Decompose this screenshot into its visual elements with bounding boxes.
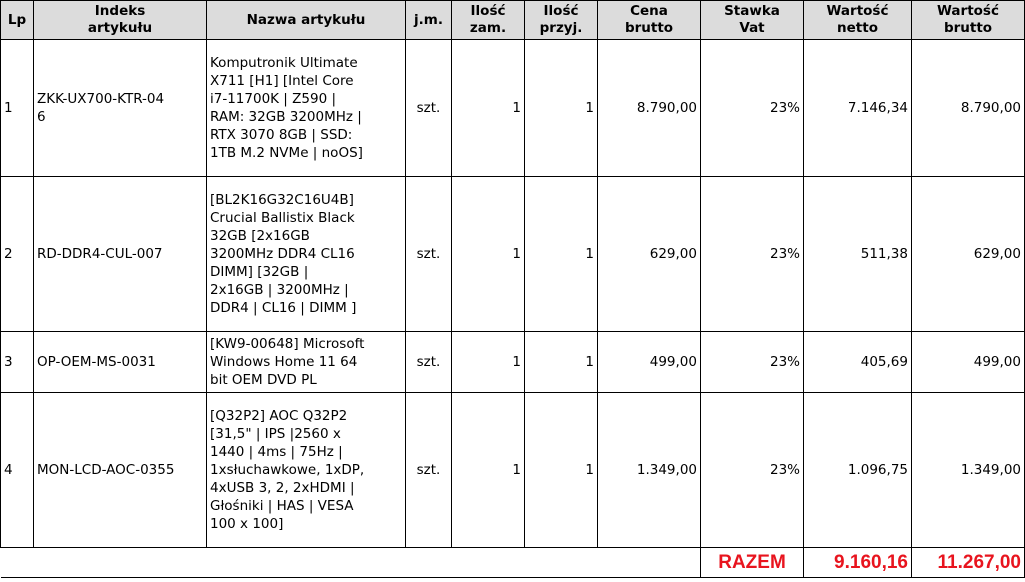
cell-vat-rate: 23%: [701, 332, 804, 393]
cell-value-gross: 8.790,00: [912, 40, 1025, 177]
cell-lp: 1: [1, 40, 34, 177]
header-name: Nazwa artykułu: [207, 1, 406, 40]
cell-index: OP-OEM-MS-0031: [34, 332, 207, 393]
cell-value-net: 1.096,75: [804, 393, 912, 548]
cell-value-net: 511,38: [804, 177, 912, 332]
cell-lp: 3: [1, 332, 34, 393]
cell-qty-received: 1: [525, 177, 598, 332]
cell-unit: szt.: [406, 332, 452, 393]
cell-lp: 2: [1, 177, 34, 332]
cell-value-net: 7.146,34: [804, 40, 912, 177]
cell-value-net: 405,69: [804, 332, 912, 393]
cell-price-gross: 8.790,00: [598, 40, 701, 177]
cell-index: ZKK-UX700-KTR-04 6: [34, 40, 207, 177]
header-value-net: Wartość netto: [804, 1, 912, 40]
cell-value-gross: 1.349,00: [912, 393, 1025, 548]
cell-lp: 4: [1, 393, 34, 548]
table-row: [1, 177, 1025, 332]
header-index: Indeks artykułu: [34, 1, 207, 40]
header-price-gross: Cena brutto: [598, 1, 701, 40]
cell-value-gross: 499,00: [912, 332, 1025, 393]
table-row: [1, 332, 1025, 393]
cell-qty-received: 1: [525, 40, 598, 177]
cell-unit: szt.: [406, 393, 452, 548]
cell-qty-ordered: 1: [452, 40, 525, 177]
totals-value-net: 9.160,16: [804, 548, 912, 578]
cell-qty-ordered: 1: [452, 177, 525, 332]
cell-price-gross: 629,00: [598, 177, 701, 332]
header-vat-rate: Stawka Vat: [701, 1, 804, 40]
cell-name: [Q32P2] AOC Q32P2 [31,5" | IPS |2560 x 1440 | 4ms | 75Hz | 1xsłuchawkowe, 1xDP, 4xUSB 3, 2, 2xHDMI | Głośniki | HAS | VESA 100 x 100]: [207, 393, 406, 548]
cell-name: Komputronik Ultimate X711 [H1] [Intel Core i7-11700K | Z590 | RAM: 32GB 3200MHz | RTX 3070 8GB | SSD: 1TB M.2 NVMe | noOS]: [207, 40, 406, 177]
cell-unit: szt.: [406, 177, 452, 332]
header-value-gross: Wartość brutto: [912, 1, 1025, 40]
header-qty-ordered: Ilość zam.: [452, 1, 525, 40]
cell-price-gross: 1.349,00: [598, 393, 701, 548]
cell-index: RD-DDR4-CUL-007: [34, 177, 207, 332]
cell-qty-ordered: 1: [452, 332, 525, 393]
table-header-row: [1, 1, 1025, 40]
cell-index: MON-LCD-AOC-0355: [34, 393, 207, 548]
cell-vat-rate: 23%: [701, 40, 804, 177]
totals-label: RAZEM: [701, 548, 804, 578]
cell-vat-rate: 23%: [701, 177, 804, 332]
header-qty-received: Ilość przyj.: [525, 1, 598, 40]
cell-price-gross: 499,00: [598, 332, 701, 393]
cell-qty-received: 1: [525, 393, 598, 548]
cell-unit: szt.: [406, 40, 452, 177]
header-unit: j.m.: [406, 1, 452, 40]
cell-qty-ordered: 1: [452, 393, 525, 548]
totals-spacer: [1, 548, 701, 578]
totals-row: [1, 548, 1025, 578]
cell-name: [BL2K16G32C16U4B] Crucial Ballistix Black 32GB [2x16GB 3200MHz DDR4 CL16 DIMM] [32GB | 2x16GB | 3200MHz | DDR4 | CL16 | DIMM ]: [207, 177, 406, 332]
header-lp: Lp: [1, 1, 34, 40]
cell-vat-rate: 23%: [701, 393, 804, 548]
table-row: [1, 393, 1025, 548]
table-row: [1, 40, 1025, 177]
cell-value-gross: 629,00: [912, 177, 1025, 332]
cell-qty-received: 1: [525, 332, 598, 393]
totals-value-gross: 11.267,00: [912, 548, 1025, 578]
cell-name: [KW9-00648] Microsoft Windows Home 11 64 bit OEM DVD PL: [207, 332, 406, 393]
